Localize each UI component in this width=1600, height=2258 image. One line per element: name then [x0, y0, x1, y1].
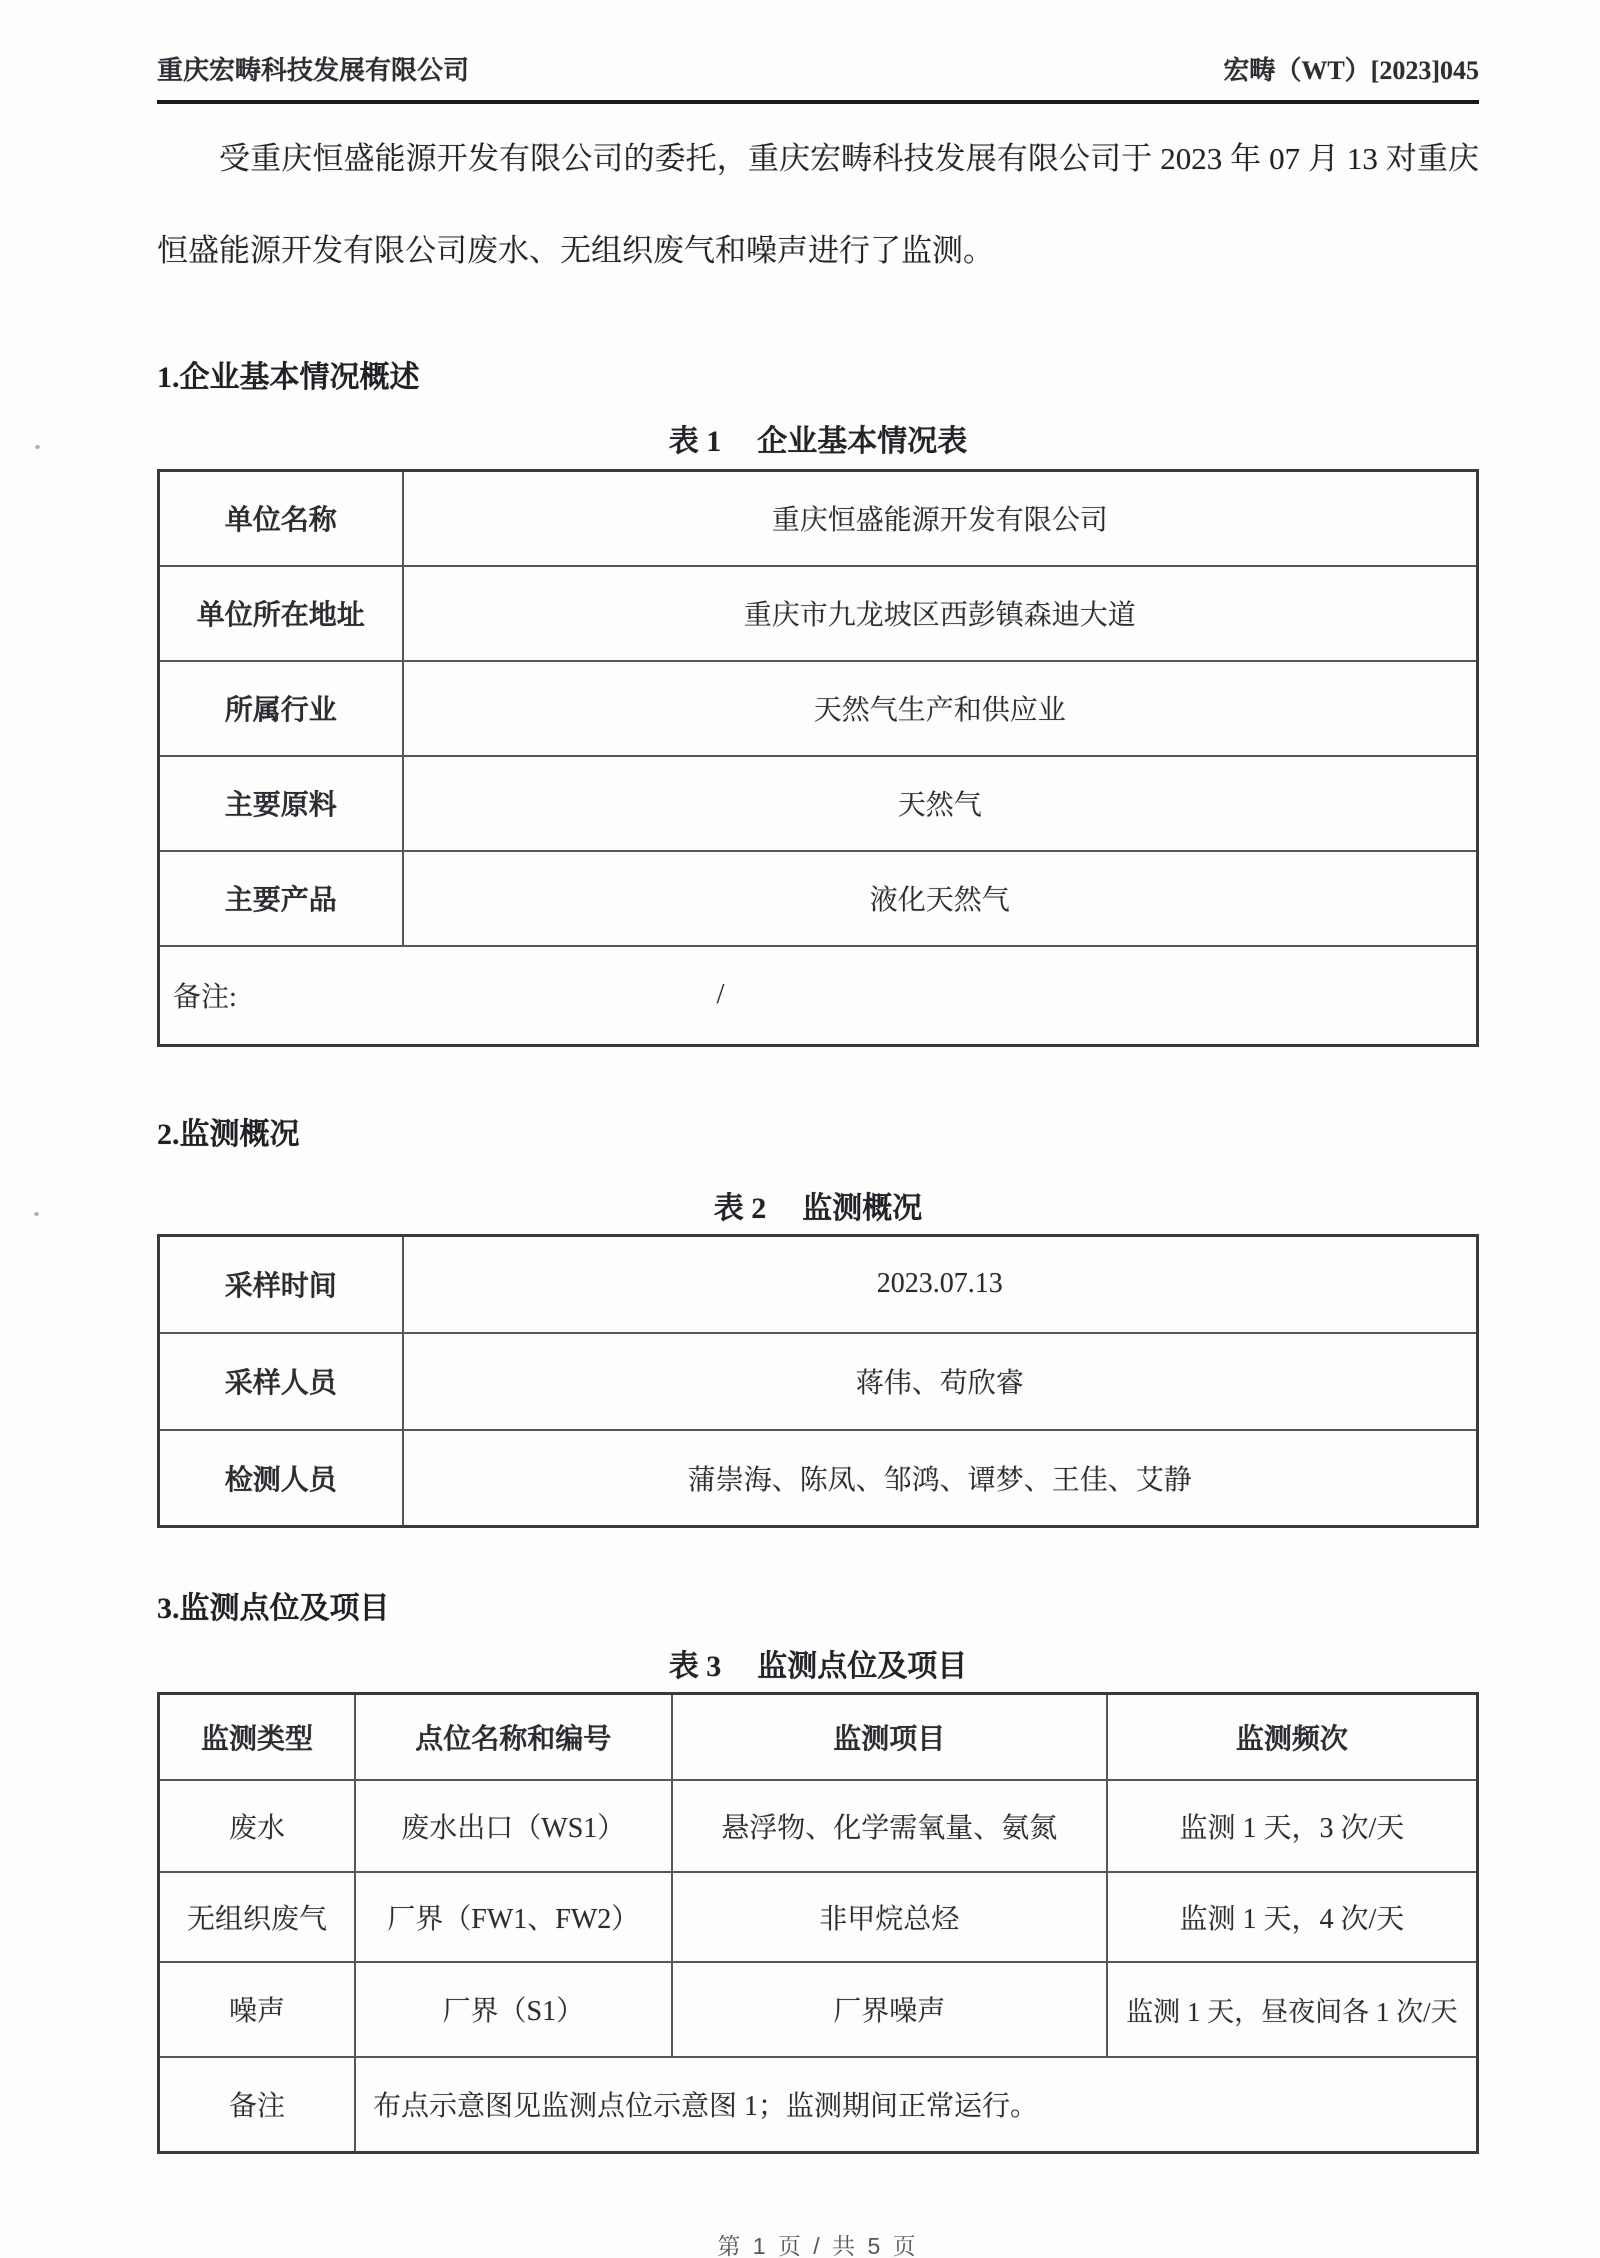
scan-artifact: [34, 1212, 39, 1216]
section-2-heading: 2.监测概况: [157, 1118, 300, 1151]
row-value: 蒋伟、苟欣睿: [403, 1333, 1478, 1430]
scan-artifact: [35, 445, 40, 449]
cell-items: 非甲烷总烃: [672, 1872, 1107, 1962]
monitoring-overview-table: [157, 1234, 1479, 1528]
remark-label: 备注: [159, 2057, 356, 2153]
row-label: 主要原料: [159, 756, 403, 851]
table-row: [159, 1430, 1478, 1527]
cell-point: 厂界（S1）: [355, 1962, 672, 2057]
section-1-heading: 1.企业基本情况概述: [157, 361, 420, 394]
remark-value: /: [716, 979, 725, 1011]
cell-point: 废水出口（WS1）: [355, 1780, 672, 1872]
row-value: 重庆市九龙坡区西彭镇森迪大道: [403, 566, 1478, 661]
table-header-row: [159, 1694, 1478, 1780]
table-row: [159, 851, 1478, 946]
table-row: [159, 1333, 1478, 1430]
table-row: [159, 471, 1478, 566]
document-header: [157, 0, 1479, 87]
row-label: 单位所在地址: [159, 566, 403, 661]
row-label: 主要产品: [159, 851, 403, 946]
document-number: 宏畴（WT）[2023]045: [1223, 56, 1479, 85]
remark-label: 备注:: [173, 982, 237, 1014]
cell-frequency: 监测 1 天，3 次/天: [1107, 1780, 1478, 1872]
header-divider: [157, 100, 1479, 104]
table-2-caption-title: 监测概况: [802, 1192, 923, 1225]
row-value: 蒲崇海、陈凤、邹鸿、谭梦、王佳、艾静: [403, 1430, 1478, 1527]
table-2-caption-label: 表 2: [713, 1192, 767, 1225]
cell-items: 厂界噪声: [672, 1962, 1107, 2057]
column-header: 监测项目: [672, 1694, 1107, 1780]
row-label: 所属行业: [159, 661, 403, 756]
table-1-caption-title: 企业基本情况表: [757, 425, 968, 458]
company-info-table: [157, 469, 1479, 1047]
remark-row: [159, 946, 1478, 1046]
column-header: 点位名称和编号: [355, 1694, 672, 1780]
monitoring-points-table: [157, 1692, 1479, 2154]
cell-type: 废水: [159, 1780, 356, 1872]
section-3-heading: 3.监测点位及项目: [157, 1592, 390, 1625]
row-label: 单位名称: [159, 471, 403, 566]
table-2-caption: [157, 1183, 1479, 1227]
cell-type: 无组织废气: [159, 1872, 356, 1962]
row-value: 天然气: [403, 756, 1478, 851]
row-label: 检测人员: [159, 1430, 403, 1527]
remark-value: 布点示意图见监测点位示意图 1；监测期间正常运行。: [355, 2057, 1477, 2153]
intro-paragraph: 受重庆恒盛能源开发有限公司的委托，重庆宏畴科技发展有限公司于 2023 年 07 月 13 对重庆恒盛能源开发有限公司废水、无组织废气和噪声进行了监测。: [157, 141, 1479, 268]
table-row: [159, 1236, 1478, 1333]
row-value: 2023.07.13: [403, 1236, 1478, 1333]
company-name: 重庆宏畴科技发展有限公司: [157, 56, 470, 85]
table-1-caption-label: 表 1: [668, 425, 722, 458]
table-3-caption-label: 表 3: [668, 1650, 722, 1683]
cell-items: 悬浮物、化学需氧量、氨氮: [672, 1780, 1107, 1872]
table-row: [159, 1780, 1478, 1872]
table-1-caption: [157, 416, 1479, 460]
column-header: 监测频次: [1107, 1694, 1478, 1780]
cell-frequency: 监测 1 天，昼夜间各 1 次/天: [1107, 1962, 1478, 2057]
row-label: 采样时间: [159, 1236, 403, 1333]
cell-type: 噪声: [159, 1962, 356, 2057]
table-3-caption: [157, 1641, 1479, 1685]
table-row: [159, 1962, 1478, 2057]
page-number: 第 1 页 / 共 5 页: [717, 2233, 919, 2258]
cell-frequency: 监测 1 天，4 次/天: [1107, 1872, 1478, 1962]
page-content: [157, 0, 1479, 2258]
row-value: 天然气生产和供应业: [403, 661, 1478, 756]
cell-point: 厂界（FW1、FW2）: [355, 1872, 672, 1962]
row-value: 液化天然气: [403, 851, 1478, 946]
table-row: [159, 566, 1478, 661]
table-row: [159, 661, 1478, 756]
remark-cell: [159, 946, 1478, 1046]
table-3-caption-title: 监测点位及项目: [757, 1650, 968, 1683]
row-label: 采样人员: [159, 1333, 403, 1430]
remark-row: [159, 2057, 1478, 2153]
row-value: 重庆恒盛能源开发有限公司: [403, 471, 1478, 566]
table-row: [159, 1872, 1478, 1962]
table-row: [159, 756, 1478, 851]
column-header: 监测类型: [159, 1694, 356, 1780]
